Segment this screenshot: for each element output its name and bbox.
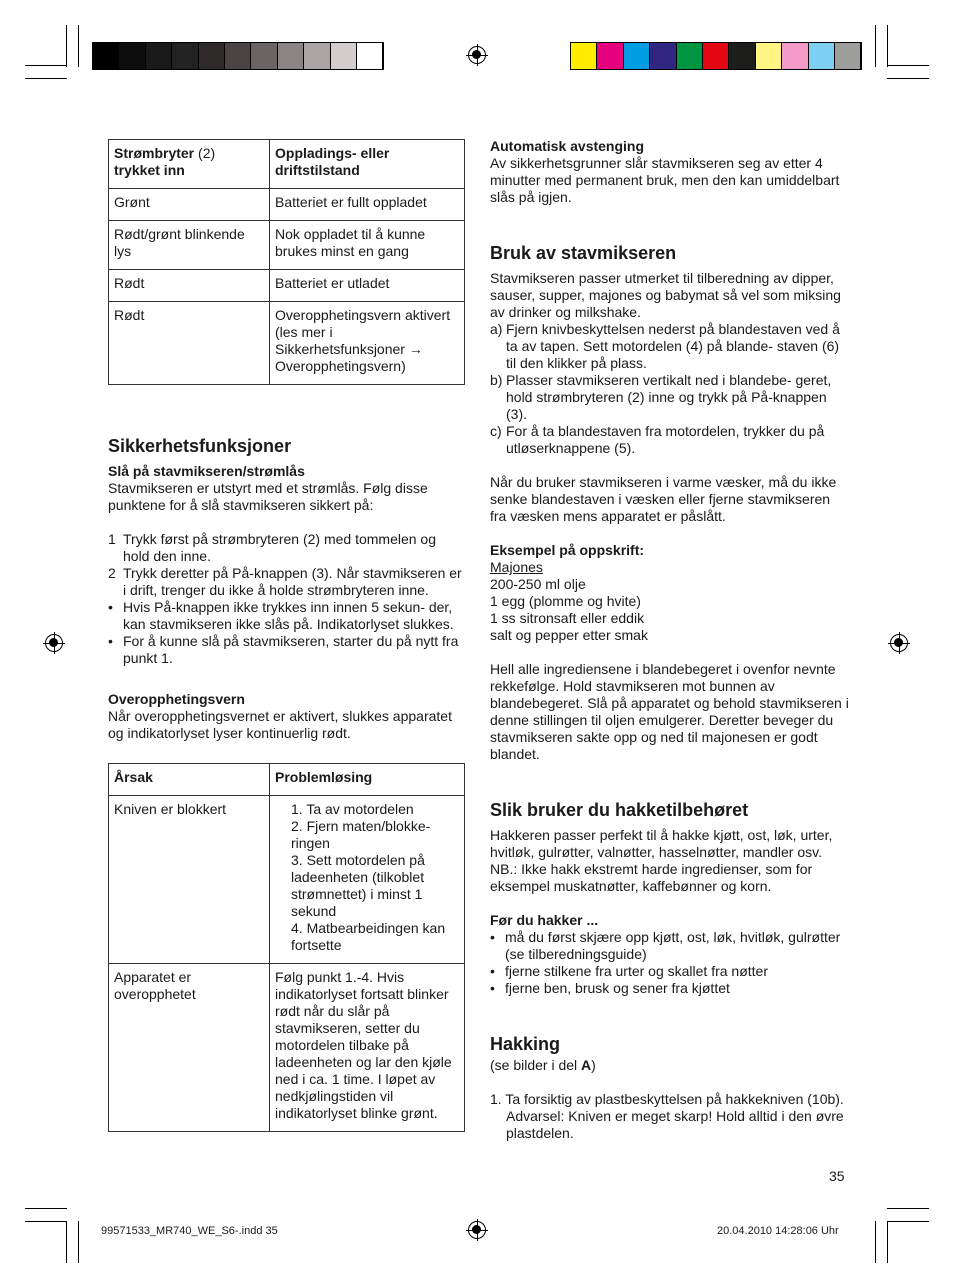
table-row: Kniven er blokkert 1. Ta av motordelen 2. Fjern maten/blokke- ringen 3. Sett motordelen på ladeenheten (tilkoblet strømnettet) i minst 1 sekund 4. Matbearbeidingen kan fortsette: [109, 796, 465, 964]
list-item: 1 Trykk først på strømbryteren (2) med tommelen og hold den inne.: [108, 531, 436, 564]
section-title: Sikkerhetsfunksjoner: [108, 436, 292, 456]
color-swatch: [809, 43, 835, 69]
color-swatch: [756, 43, 782, 69]
ingredient: 1 egg (plomme og hvite): [490, 593, 641, 609]
subheading: Eksempel på oppskrift:: [490, 542, 645, 558]
table-row: Rødt Batteriet er utladet: [109, 270, 465, 302]
list-item: b) Plasser stavmikseren vertikalt ned i blandebe- geret, hold strømbryteren (2) inne og trykk på På-knappen (3).: [490, 372, 832, 422]
crop-mark: [887, 78, 929, 79]
subheading: Overopphetingsvern: [108, 691, 245, 707]
paragraph: Hell alle ingrediensene i blandebegeret i ovenfor nevnte rekkefølge. Hold stavmikseren mot bunnen av blandebegeret. Slå på apparatet og behold stavmikseren i denne stillingen til oljen emulgerer. Deretter beveger du stavmikseren sakte opp og ned til majonesen er godt blandet.: [490, 661, 849, 762]
color-swatch: [93, 43, 119, 69]
crop-mark: [25, 65, 67, 66]
footer-date: 20.04.2010 14:28:06 Uhr: [717, 1225, 839, 1237]
crop-mark: [25, 78, 67, 79]
charging-status-table: [108, 139, 465, 385]
list-item: • fjerne stilkene fra urter og skallet fra nøtter: [490, 963, 768, 979]
color-swatch: [278, 43, 304, 69]
list-item: 2. Fjern maten/blokke- ringen: [291, 818, 431, 851]
paragraph: NB.: Ikke hakk ekstremt harde ingredienser, som for eksempel muskatnøtter, kaffebønner og korn.: [490, 861, 813, 894]
registration-mark-icon: [468, 46, 486, 64]
color-swatch: [146, 43, 172, 69]
header-cell: Strømbryter: [114, 145, 195, 161]
color-swatch: [597, 43, 623, 69]
paragraph: 1. Ta forsiktig av plastbeskyttelsen på hakkekniven (10b). Advarsel: Kniven er meget skarp! Hold alltid i den øvre plastdelen.: [490, 1091, 844, 1141]
color-swatch: [782, 43, 808, 69]
table-header-row: Strømbryter (2) trykket inn Oppladings- eller driftstilstand: [109, 140, 465, 189]
ingredient: salt og pepper etter smak: [490, 627, 648, 643]
recipe-name: Majones: [490, 559, 543, 575]
color-swatch: [225, 43, 251, 69]
color-swatch: [729, 43, 755, 69]
paragraph: Av sikkerhetsgrunner slår stavmikseren seg av etter 4 minutter med permanent bruk, men den kan umiddelbart slås på igjen.: [490, 155, 840, 205]
table-header-row: Årsak Problemløsing: [109, 764, 465, 796]
section-title: Slik bruker du hakketilbehøret: [490, 800, 749, 820]
list-item: 2 Trykk deretter på På-knappen (3). Når stavmikseren er i drift, trenger du ikke å holde strømbryteren inne.: [108, 565, 462, 598]
paragraph: Når overopphetingsvernet er aktivert, slukkes apparatet og indikatorlyset lyser kontinuerlig rødt.: [108, 708, 452, 741]
registration-mark-icon: [45, 634, 63, 652]
subheading: Automatisk avstenging: [490, 138, 645, 154]
table-row: Apparatet er overopphetet Følg punkt 1.-4. Hvis indikatorlyset fortsatt blinker rødt når du slår på stavmikseren, setter du motordelen tilbake på ladeenheten og lar den kjøle ned i ca. 1 time. I løpet av nedkjølingstiden vil indikatorlyset blinke grønt.: [109, 964, 465, 1132]
color-swatch: [172, 43, 198, 69]
color-swatch: [119, 43, 145, 69]
color-swatch: [251, 43, 277, 69]
header-cell: Oppladings- eller driftstilstand: [275, 145, 390, 178]
color-swatch: [571, 43, 597, 69]
paragraph: Hakkeren passer perfekt til å hakke kjøtt, ost, løk, urter, hvitløk, gulrøtter, valnøtter, hasselnøtter, mandler osv.: [490, 827, 833, 860]
list-item: • må du først skjære opp kjøtt, ost, løk, hvitløk, gulrøtter (se tilberedningsguide): [490, 929, 841, 962]
list-item: • For å kunne slå på stavmikseren, starter du på nytt fra punkt 1.: [108, 633, 459, 666]
crop-mark: [887, 25, 888, 67]
page-number: 35: [829, 1168, 845, 1184]
color-swatch: [677, 43, 703, 69]
color-swatch: [703, 43, 729, 69]
crop-mark: [887, 1208, 929, 1209]
list-item: 3. Sett motordelen på ladeenheten (tilkoblet strømnettet) i minst 1 sekund: [291, 852, 425, 919]
crop-mark: [875, 25, 876, 67]
paragraph: Stavmikseren passer utmerket til tilberedning av dipper, sauser, supper, majones og babymat så vel som miksing av drinker og milkshake.: [490, 270, 841, 320]
section-title: Hakking: [490, 1034, 561, 1054]
crop-mark: [25, 1221, 67, 1222]
color-swatch: [835, 43, 861, 69]
subheading: Slå på stavmikseren/strømlås: [108, 463, 305, 479]
color-swatch: [650, 43, 676, 69]
paragraph: Stavmikseren er utstyrt med et strømlås. Følg disse punktene for å slå stavmikseren sikkert på:: [108, 480, 428, 513]
color-swatch: [199, 43, 225, 69]
left-column: [108, 139, 465, 1132]
list-item: 4. Matbearbeidingen kan fortsette: [291, 920, 446, 953]
list-item: 1. Ta av motordelen: [291, 801, 414, 817]
color-swatch: [331, 43, 357, 69]
crop-mark: [875, 1221, 876, 1263]
ingredient: 1 ss sitronsaft eller eddik: [490, 610, 645, 626]
table-row: Grønt Batteriet er fullt oppladet: [109, 189, 465, 221]
crop-mark: [887, 1221, 929, 1222]
crop-mark: [78, 25, 79, 67]
list-item: • Hvis På-knappen ikke trykkes inn innen 5 sekun- der, kan stavmikseren ikke slås på. Indikatorlyset slukkes.: [108, 599, 454, 632]
list-item: a) Fjern knivbeskyttelsen nederst på blandestaven ved å ta av tapen. Sett motordelen (4) på blande- staven (6) til den klikker på plass.: [490, 321, 840, 371]
registration-mark-icon: [468, 1221, 486, 1239]
crop-mark: [887, 65, 929, 66]
color-swatch: [357, 43, 383, 69]
ingredient: 200-250 ml olje: [490, 576, 586, 592]
section-title: Bruk av stavmikseren: [490, 243, 677, 263]
gray-calibration-bar: [92, 42, 384, 70]
crop-mark: [887, 1221, 888, 1263]
subheading: Før du hakker ...: [490, 912, 599, 928]
crop-mark: [66, 25, 67, 67]
right-column: [490, 138, 850, 1142]
crop-mark: [78, 1221, 79, 1263]
list-item: c) For å ta blandestaven fra motordelen, trykker du på utløserknappene (5).: [490, 423, 825, 456]
troubleshooting-table: [108, 763, 465, 1132]
table-row: Rødt/grønt blinkende lys Nok oppladet til å kunne brukes minst en gang: [109, 221, 465, 270]
list-item: • fjerne ben, brusk og sener fra kjøttet: [490, 980, 730, 996]
color-swatch: [624, 43, 650, 69]
color-calibration-bar: [570, 42, 862, 70]
paragraph: (se bilder i del A): [490, 1057, 596, 1073]
crop-mark: [25, 1208, 67, 1209]
footer-filename: 99571533_MR740_WE_S6-.indd 35: [101, 1225, 278, 1237]
paragraph: Når du bruker stavmikseren i varme væsker, må du ikke senke blandestaven i væsken eller fjerne stavmikseren fra væsken mens apparatet er påslått.: [490, 474, 837, 524]
registration-mark-icon: [890, 634, 908, 652]
color-swatch: [304, 43, 330, 69]
crop-mark: [66, 1221, 67, 1263]
table-row: Rødt Overopphetingsvern aktivert (les mer i Sikkerhetsfunksjoner → Overopphetingsvern): [109, 302, 465, 385]
